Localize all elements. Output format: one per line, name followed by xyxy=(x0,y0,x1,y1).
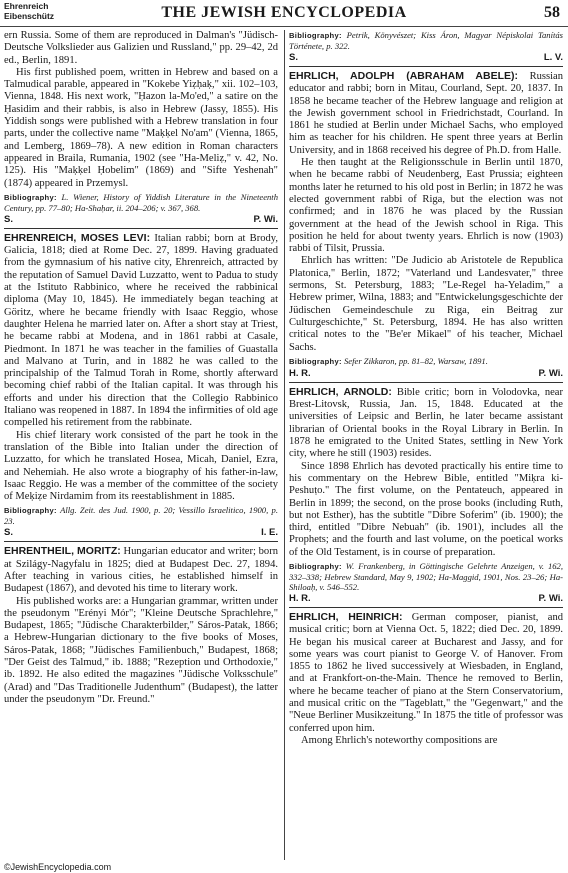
entry-text: Italian rabbi; born at Brody, Galicia, 1818; died at Rome Dec. 27, 1899. Having graduated from the gymnasium of his native city, Ehrenreich, attracted by the reputation of Samuel David Luzzatto, went to Padua to study at the Istituto Rabbinico, where he received the rabbinical diploma (May 10, 1845). He immediately began teaching at Göritz, where he became friendly with Isaac Reggio, whose daughter Helena he married later on. After a short stay at Triest, he became rabbi at Modena, and in 1861 rabbi at Casale, Piedmont. In 1871 he was teacher in the families of Guastalla and Malvano at Turin, and in 1882 he was called to the principalship of the Talmud Torah in Rome, shortly afterward becoming chief rabbi of the Italian capital. It was through his efforts and under his direction that the Collegio Rabbinico Italiano was reopened in 1887. In 1894 the infirmities of old age compelled his retirement from the rabbinate. xyxy=(4,232,278,429)
entry-title: EHRENREICH, MOSES LEVI: xyxy=(4,231,151,244)
bibliography-label: Bibliography: xyxy=(289,31,342,40)
sig-left: S. xyxy=(289,52,298,63)
entry-title: EHRENTHEIL, MORITZ: xyxy=(4,545,121,558)
bibliography xyxy=(4,505,278,526)
entry-ehrlich-heinrich xyxy=(289,611,563,735)
bibliography-text: L. Wiener, History of Yiddish Literature in the Nineteenth Century, pp. 77–80; Ha-Shaḥar, ii. 204–206; v. 367, 368. xyxy=(4,191,278,213)
sig-left: S. xyxy=(4,213,13,225)
bibliography xyxy=(289,356,563,367)
left-column xyxy=(4,30,278,706)
bibliography-label: Bibliography: xyxy=(4,506,57,516)
entry-title: EHRLICH, HEINRICH: xyxy=(289,610,403,623)
entry-ehrentheil xyxy=(4,545,278,595)
watermark: ©JewishEncyclopedia.com xyxy=(4,862,112,872)
entry-ehrenreich xyxy=(4,232,278,430)
signature-line xyxy=(289,593,563,605)
sig-right: P. Wi. xyxy=(538,367,563,379)
bibliography-label: Bibliography: xyxy=(289,356,342,366)
paragraph: His published works are: a Hungarian grammar, written under the pseudonym "Erényi Mór"; "Kleine Deutsche Sprachlehre," Budapest, 1865; "Jüdische Charakterbilder," Sáros-Patak, 1866; a Hebrew-Hungarian dictionary to the five books of Moses, Sáros-Patak, 1868; "Jüdisches Familienbuch," Budapest, 1868; "Der Geist des Talmud," ib. 1888; "Rezeption und Orthodoxie," ib. 1892. He also edited the magazines "Jüdische Volksschule" (Arad) and "Das Traditionelle Judenthum" (Budapest), the latter under the pseudonym "Dr. Freund." xyxy=(4,595,278,705)
running-head: Ehrenreich Eibenschütz xyxy=(4,1,55,21)
sig-right: P. Wi. xyxy=(538,592,563,604)
entry-divider xyxy=(289,382,563,383)
paragraph: Since 1898 Ehrlich has devoted practically his entire time to his commentary on the Hebrew Bible, entitled "Miḳra ki-Peshuṭo." The first volume, on the Pentateuch, appeared in Berlin in 1899; the second, on the prose books (including Ruth, but not Esther), has the subtitle "Dibre Soferim" (ib. 1900); the third, entitled "Dibre Nebuah" (ib. 1901), includes all the Prophets; and the fourth and last volume, on the poetical works of the Old Testament, is in course of preparation. xyxy=(289,460,563,558)
paragraph: Among Ehrlich's noteworthy compositions are xyxy=(301,734,498,746)
paragraph: ern Russia. Some of them are reproduced in Dalman's "Jüdisch-Deutsche Volkslieder aus Galizien und Russland," pp. 29–42, 2d ed., Berlin, 1891. xyxy=(4,30,278,66)
signature-line xyxy=(289,368,563,380)
bibliography-text: W. Frankenberg, in Göttingische Gelehrte Anzeigen, v. 162, 332–338; Hebrew Standard, May 9, 1902; Ha-Maggid, 1901, Nos. 23–26; Ha-Shiloaḥ, v. 546–552. xyxy=(289,560,563,592)
entry-title: EHRLICH, ADOLPH (ABRAHAM ABELE): xyxy=(289,70,519,82)
sig-right: P. Wi. xyxy=(253,213,278,225)
entry-text: German composer, pianist, and musical critic; born at Vienna Oct. 5, 1822; died Dec. 20, 1899. He began his musical career at Bucharest and Jassy, and for some years was court pianist to George V. of Hanover. From 1855 to 1862 he lived successively at Wiesbaden, in England, and at Frankfort-on-the-Main. Thence he removed to Berlin, where he became teacher of piano at the Stern Conservatorium, and musical critic on the "Tageblatt," the "Gegenwart," and the "Neue Berliner Musikzeitung." In 1875 the title of professor was conferred upon him. xyxy=(289,611,563,734)
paragraph: His first published poem, written in Hebrew and based on a Talmudical parable, appeared in "Kokebe Yiẓḥaḳ," xii. 102–103, Vienna, 1848. His next work, "Ḥazon la-Mo'ed," a satire on the Ḥasidim and their rabbis, is also in Hebrew (Jassy, 1855). His Yiddish songs were published with a Hebrew translation in four parts, under the collective name "Maḳḳel No'am" (Vienna, 1865, and Lemberg, 1869–78). A new edition in Roman characters appeared in Braila, Rumania, 1902 (see "Ha-Meliẓ," v. 42, No. 125). His "Maḳḳel Ḥobelim" (1869) and "Sifte Yeshenah" (1874) appeared in Przemysl. xyxy=(4,66,278,189)
paragraph: He then taught at the Religionsschule in Berlin until 1870, when he became rabbi of Neudenberg, East Prussia; eighteen months later he returned to his old post in Berlin; in 1872 he was elected government rabbi of Riga, but the election was not confirmed; and in 1876 he was placed by the Russian government at the head of the Jewish school in Riga. This position he held for about twenty years. Ehrlich is now (1903) rabbi of Tilsit, Prussia. xyxy=(289,157,563,255)
entry-title: EHRLICH, ARNOLD: xyxy=(289,385,392,398)
paragraph: Ehrlich has written: "De Judicio ab Aristotele de Republica Platonica," Berlin, 1872; "Vaterland und Landesvater," three sermons, St. Petersburg, 1883; "Le-Regel ha-Yeladim," a Hebrew primer, Wilna, 1883; and "Entwickelungsgeschichte der Jüdischen Gemeindeschule zu Riga, ein Beitrag zur Culturgeschichte," St. Petersburg, 1894. He has also written critical notes to the "Be'er Mikael" of his teacher, Michael Sachs. xyxy=(289,255,563,353)
sig-left: H. R. xyxy=(289,367,311,379)
bibliography-label: Bibliography: xyxy=(4,192,57,202)
entry-divider xyxy=(4,541,278,542)
entry-divider xyxy=(289,607,563,608)
entry-text: Hungarian educator and writer; born at Szilágy-Nagyfalu in 1825; died at Budapest Dec. 27, 1894. After teaching in various cities, he established himself in Budapest (1867), and devoted his time to literary work. xyxy=(4,546,278,595)
sig-left: S. xyxy=(4,527,13,539)
entry-ehrlich-arnold xyxy=(289,386,563,461)
sig-right: I. E. xyxy=(261,527,278,539)
bibliography-text: Petrik, Könyvészet; Kiss Áron, Magyar Népiskolai Tanítás Története, p. 322. xyxy=(289,30,563,51)
bibliography-text: Sefer Zikkaron, pp. 81–82, Warsaw, 1891. xyxy=(344,355,488,366)
bibliography xyxy=(4,192,278,213)
column-divider xyxy=(284,30,285,860)
entry-text: Bible critic; born in Volodovka, near Brest-Litovsk, Russia, Jan. 15, 1848. Educated at the universities of Leipsic and Berlin, he later became assistant librarian of Oriental books in the Royal Library in Berlin. In 1878 he emigrated to the United States, settling in New York city, where he still (1903) resides. xyxy=(289,386,563,460)
entry-ehrlich-adolph xyxy=(289,70,563,157)
encyclopedia-title: THE JEWISH ENCYCLOPEDIA xyxy=(161,4,407,21)
page-number: 58 xyxy=(544,4,560,21)
bibliography-text: Allg. Zeit. des Jud. 1900, p. 20; Vessillo Israelitico, 1900, p. 23. xyxy=(4,505,278,527)
sig-right: L. V. xyxy=(543,52,563,63)
signature-line xyxy=(289,52,563,64)
entry-text: Russian educator and rabbi; born in Mitau, Courland, Sept. 20, 1837. In 1858 he became teacher of the Hebrew language and religion at the Jewish government school in Friedrichstadt, Courland. In 1861 he studied at Berlin under Michael Sachs, who employed him as teacher for his children. He spent three years at Berlin University, and in 1868 received his degree of Ph.D. from Halle. xyxy=(289,71,563,156)
sig-left: H. R. xyxy=(289,592,311,604)
bibliography xyxy=(289,30,563,51)
bibliography-label: Bibliography: xyxy=(289,561,342,571)
signature-line xyxy=(4,527,278,539)
right-column xyxy=(289,30,563,747)
page-header xyxy=(0,0,568,27)
paragraph: His chief literary work consisted of the part he took in the translation of the Bible into Italian under the direction of Luzzatto, for which he translated Hosea, Micah, Daniel, Ezra, and Nehemiah. He also wrote a biography of his father-in-law, Isaac Reggio. He was a member of the committee of the society of Meḳiẓe Nirdamim from its reestablishment in 1885. xyxy=(4,429,278,503)
signature-line xyxy=(4,214,278,226)
entry-divider xyxy=(289,66,563,67)
entry-divider xyxy=(4,228,278,229)
bibliography xyxy=(289,561,563,592)
